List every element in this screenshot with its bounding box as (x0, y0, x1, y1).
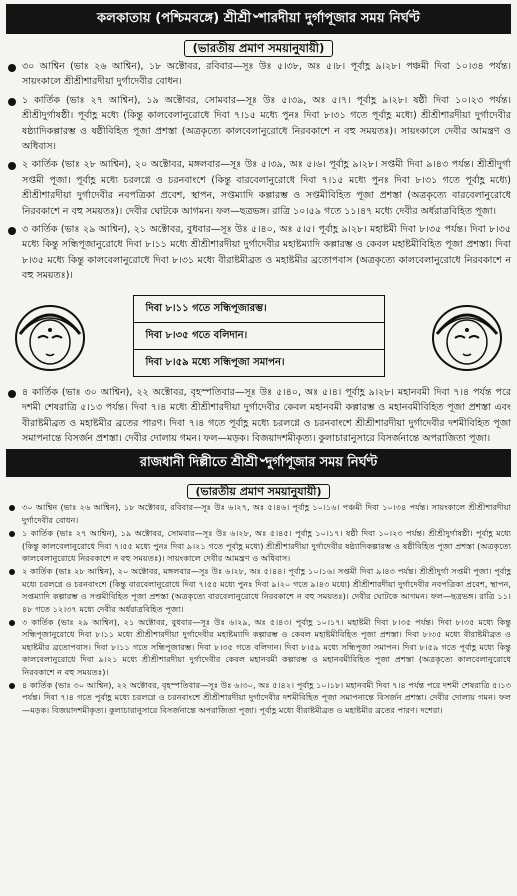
kolkata-entry: ৩০ আশ্বিন (ভাঃ ২৬ আশ্বিন), ১৮ অক্টোবর, রবিবার—সূঃ উঃ ৫।৩৮, অঃ ৫।৮। পূর্বাহ্ণ ৯।২৮। পঞ্চমী দিবা ১০।৩৪ পর্যন্ত। সায়ংকালে শ্রীশ্রীশারদীয়া দুর্গাদেবীর বোধন। (0, 59, 517, 90)
kolkata-entry: ২ কার্তিক (ভাঃ ২৮ আশ্বিন), ২০ অক্টোবর, মঙ্গলবার—সূঃ উঃ ৫।৩৯, অঃ ৫।৬। পূর্বাহ্ণ ৯।২৮। সপ্তমী দিবা ৯।৪৩ পর্যন্ত। শ্রীশ্রীদুর্গা সপ্তমী পূজা। পূর্বাহ্ণ মধ্যে চরলগ্নে ও চরনবাংশে (কিন্তু বারবেলানুরোধে দিবা ৭।১৫ মধ্যে পুনঃ দিবা ৮।৩১ গতে পূর্বাহ্ণ মধ্যে) শ্রীশ্রীশারদীয়া দুর্গাদেবীর নবপত্রিকা প্রবেশ, স্থাপন, সপ্তম্যাদি কল্পারম্ভ ও সপ্তমীবিহিত পূজা প্রশস্তা (অত্রকৃত্যে বারবেলানুরোধে নিরবকাশে ন বহু সময়তঃ)। দেবীর ঘোটকে আগমন। ফল—ছত্রভঙ্গ। রাত্রি ১০।৫৯ গতে ১১।৪৭ মধ্যে দেবীর অর্ধরাত্রবিহিত পূজা। (0, 157, 517, 219)
bullet-icon (8, 64, 16, 72)
sandhi-puja-row (0, 287, 517, 385)
bullet-icon (9, 531, 15, 537)
kolkata-title: কলকাতায় (পশ্চিমবঙ্গে) শ্রীশ্রী৺শারদীয়া দুর্গাপূজার সময় নির্ঘণ্ট (6, 4, 511, 34)
delhi-title: রাজধানী দিল্লীতে শ্রীশ্রী৺দুর্গাপূজার সময় নির্ঘণ্ট (6, 449, 511, 477)
delhi-entry: ৩ কার্তিক (ভাঃ ২৯ আশ্বিন), ২১ অক্টোবর, বুধবার—সূঃ উঃ ৬।২৯, অঃ ৫।৪৩। পূর্বাহ্ণ ১০।১৭। মহাষ্টমী দিবা ৮।৩৫ পর্যন্ত। দিবা ৮।৩৫ মধ্যে কিন্তু সন্ধিপূজানুরোধে দিবা ৮।১১ মধ্যে শ্রীশ্রীশারদীয়া দুর্গাদেবীর মহাষ্টম্যাদি কল্পারম্ভ ও কেবল মহাষ্টমীবিহিত পূজা প্রশস্তা। দিবা ৮।৩৫ মধ্যে বীরাষ্টমীব্রত ও মহাষ্টমীর ব্রতোপবাস। দিবা ৮।১১ গতে সন্ধিপূজারম্ভ। দিবা ৮।৩৫ গতে বলিদান। দিবা ৮।৫৯ মধ্যে সন্ধিপূজা সমাপন। দিবা ৮।৫৯ গতে পূর্বাহ্ণ মধ্যে কিন্তু কালবেলানুরোধে দিবা ৯।২১ মধ্যে শ্রীশ্রীশারদীয়া দুর্গাদেবীর কেবল মহানবমী কল্পারম্ভ ও মহানবমীবিহিত পূজা প্রশস্তা (অত্রকৃত্যে কালবেলানুরোধে নিরবকাশে ন বহু সময়তঃ)। (0, 616, 517, 678)
bali-time: দিবা ৮।৩৫ গতে বলিদান। (134, 323, 384, 350)
sandhi-puja-end: দিবা ৮।৫৯ মধ্যে সন্ধিপূজা সমাপন। (145, 356, 285, 368)
kolkata-subtitle: (ভারতীয় প্রমাণ সময়ানুযায়ী) (0, 37, 517, 57)
kolkata-schedule-section (0, 59, 517, 446)
bullet-icon (9, 569, 15, 575)
bullet-icon (9, 620, 15, 626)
delhi-entry: ১ কার্তিক (ভাঃ ২৭ আশ্বিন), ১৯ অক্টোবর, সোমবার—সূঃ উঃ ৬।২৮, অঃ ৫।৪৫। পূর্বাহ্ণ ১০।১৭। ষষ্ঠী দিবা ১০।২৩ পর্যন্ত। শ্রীশ্রীদুর্গাষষ্ঠী। পূর্বাহ্ণ মধ্যে (কিন্তু কালবেলানুরোধে দিবা ৭।৫৫ মধ্যে পুনঃ দিবা ৯।২১ গতে পূর্বাহ্ণ মধ্যে) শ্রীশ্রীশারদীয়া দুর্গাদেবীর ষষ্ঠ্যাদিকল্পারম্ভ ও ষষ্ঠীবিহিত পূজা প্রশস্তা (অত্রকৃত্যে কালবেলানুরোধে নিরবকাশে ন বহু সময়তঃ)। সায়ংকালে দেবীর আমন্ত্রণ ও অধিবাস। (0, 527, 517, 564)
kolkata-entry: ৩ কার্তিক (ভাঃ ২৯ আশ্বিন), ২১ অক্টোবর, বুধবার—সূঃ উঃ ৫।৪০, অঃ ৫।৫। পূর্বাহ্ণ ৯।২৮। মহাষ্টমী দিবা ৮।৩৫ পর্যন্ত। দিবা ৮।৩৫ মধ্যে কিন্তু সন্ধিপূজানুরোধে দিবা ৮।১১ মধ্যে শ্রীশ্রীশারদীয়া দুর্গাদেবীর মহাষ্টম্যাদি কল্পারম্ভ ও কেবল মহাষ্টমীবিহিত পূজা প্রশস্তা। দিবা ৮।৩৫ মধ্যে কিন্তু কালবেলানুরোধে দিবা ৮।৩১ মধ্যে বীরাষ্টমীব্রত ও মহাষ্টমীর ব্রতোপবাস (অত্রকৃত্যে কালবেলানুরোধে নিরবকাশে ন বহু সময়তঃ)। (0, 222, 517, 284)
sandhi-puja-start: দিবা ৮।১১ গতে সন্ধিপূজারম্ভ। (134, 296, 384, 323)
delhi-entry: ৪ কার্তিক (ভাঃ ৩০ আশ্বিন), ২২ অক্টোবর, বৃহস্পতিবার—সূঃ উঃ ৬।৩০, অঃ ৫।৪২। পূর্বাহ্ণ ১০।১৮। মহানবমী দিবা ৭।৪ পর্যন্ত পরে দশমী শেষরাত্রি ৫।১৩ পর্যন্ত। দিবা ৭।৪ গতে পূর্বাহ্ণ মধ্যে চরলগ্নে ও চরনবাংশে শ্রীশ্রীশারদীয়া দুর্গাদেবীর দশমীবিহিত পূজা সমাপনান্তে বিসর্জন প্রশস্তা। দেবীর দোলায় গমন। ফল—মড়ক। বিজয়াদশমীকৃত্য। কুলাচারানুসারে বিসর্জনান্তে অপরাজিতা পূজা। পূর্বাহ্ণ মধ্যে বীরাষ্টমীব্রত ও মহাষ্টমীর ব্রতের পারণ। দশেরা। (0, 679, 517, 716)
bullet-icon (8, 162, 16, 170)
bullet-icon (8, 390, 16, 398)
kolkata-entry: ১ কার্তিক (ভাঃ ২৭ আশ্বিন), ১৯ অক্টোবর, সোমবার—সূঃ উঃ ৫।৩৯, অঃ ৫।৭। পূর্বাহ্ণ ৯।২৮। ষষ্ঠী দিবা ১০।২৩ পর্যন্ত। শ্রীশ্রীদুর্গাষষ্ঠী। পূর্বাহ্ণ মধ্যে (কিন্তু কালবেলানুরোধে দিবা ৭।১৫ মধ্যে পুনঃ দিবা ৮।৩১ গতে পূর্বাহ্ণ মধ্যে) শ্রীশ্রীশারদীয়া দুর্গাদেবীর ষষ্ঠ্যাদিকল্পারম্ভ ও ষষ্ঠীবিহিত পূজা প্রশস্তা (অত্রকৃত্যে কালবেলানুরোধে নিরবকাশে ন বহু সময়তঃ)। সায়ংকালে দেবীর আমন্ত্রণ ও অধিবাস। (0, 93, 517, 155)
sandhi-puja-box (133, 295, 385, 377)
goddess-face-right-icon (427, 296, 507, 376)
bullet-icon (9, 683, 15, 689)
bullet-icon (8, 98, 16, 106)
bullet-icon (8, 227, 16, 235)
delhi-entry: ৩০ আশ্বিন (ভাঃ ২৬ আশ্বিন), ১৮ অক্টোবর, রবিবার—সূঃ উঃ ৬।২৭, অঃ ৫।৪৬। পূর্বাহ্ণ ১০।১৬। পঞ্চমী দিবা ১০।৩৪ পর্যন্ত। সায়ংকালে শ্রীশ্রীশারদীয়া দুর্গাদেবীর বোধন। (0, 501, 517, 526)
delhi-subtitle: (ভারতীয় প্রমাণ সময়ানুযায়ী) (0, 480, 517, 499)
delhi-schedule-section (0, 501, 517, 716)
delhi-entry: ২ কার্তিক (ভাঃ ২৮ আশ্বিন), ২০ অক্টোবর, মঙ্গলবার—সূঃ উঃ ৬।২৮, অঃ ৫।৪৪। পূর্বাহ্ণ ১০।১৬। সপ্তমী দিবা ৯।৪৩ পর্যন্ত। শ্রীশ্রীদুর্গা সপ্তমী পূজা। পূর্বাহ্ণ মধ্যে চরলগ্নে ও চরনবাংশে (কিন্তু বারবেলানুরোধে দিবা ৭।৫৫ মধ্যে পুনঃ দিবা ৯।২০ গতে ৯।৪৩ মধ্যে) শ্রীশ্রীশারদীয়া দুর্গাদেবীর নবপত্রিকা প্রবেশ, স্থাপন, সপ্তম্যাদি কল্পারম্ভ ও সপ্তমীবিহিত পূজা প্রশস্তা (অত্রকৃত্যে বারবেলানুরোধে নিরবকাশে ন বহু সময়তঃ)। দেবীর ঘোটকে আগমন। ফল—ছত্রভঙ্গ। রাত্রি ১১।৪৮ গতে ১২।৩৭ মধ্যে দেবীর অর্ধরাত্রবিহিত পূজা। (0, 565, 517, 615)
goddess-face-left-icon (10, 296, 90, 376)
kolkata-entry: ৪ কার্তিক (ভাঃ ৩০ আশ্বিন), ২২ অক্টোবর, বৃহস্পতিবার—সূঃ উঃ ৫।৪০, অঃ ৫।৪। পূর্বাহ্ণ ৯।২৮। মহানবমী দিবা ৭।৪ পর্যন্ত পরে দশমী শেষরাত্রি ৫।১৩ পর্যন্ত। দিবা ৭।৪ মধ্যে শ্রীশ্রীশারদীয়া দুর্গাদেবীর কেবল মহানবমী কল্পারম্ভ ও মহানবমীবিহিত পূজা প্রশস্তা এবং বীরাষ্টমীব্রত ও মহাষ্টমীর ব্রতের পারণ। দিবা ৭।৪ গতে পূর্বাহ্ণ মধ্যে চরলগ্নে ও চরনবাংশে শ্রীশ্রীশারদীয়া দুর্গাদেবীর দশমীবিহিত পূজা সমাপনান্তে বিসর্জন প্রশস্তা। দেবীর দোলায় গমন। ফল—মড়ক। বিজয়াদশমীকৃত্য। কুলাচারানুসারে বিসর্জনান্তে অপরাজিতা পূজা। (0, 385, 517, 447)
bullet-icon (9, 505, 15, 511)
